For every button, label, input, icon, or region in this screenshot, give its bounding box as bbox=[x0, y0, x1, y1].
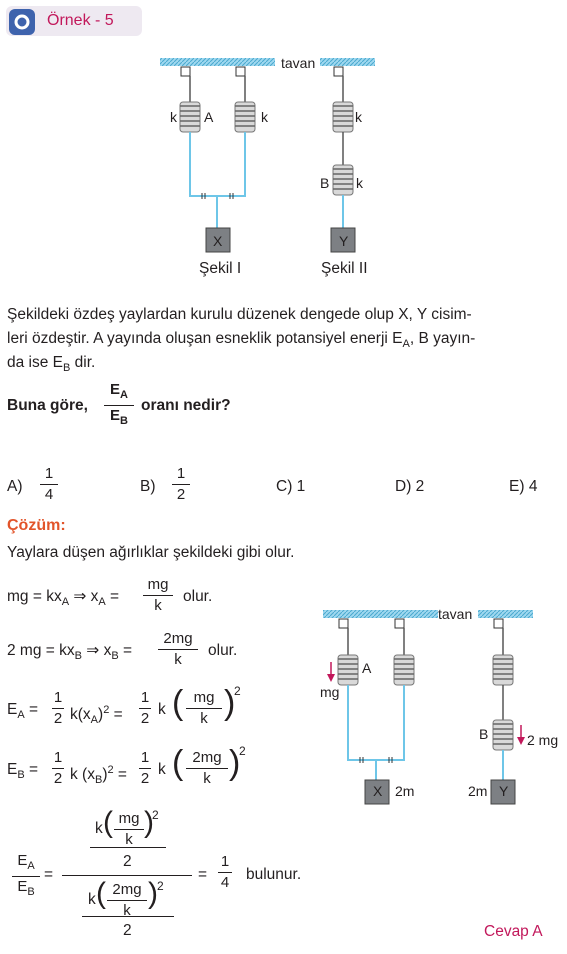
question-ask: Buna göre, bbox=[7, 397, 88, 414]
main-fraction-bar bbox=[62, 875, 192, 876]
spring-k-label: k bbox=[261, 109, 268, 125]
spring-a-label: A bbox=[204, 109, 214, 125]
ratio-fraction: $E_A$ $E_B$ bbox=[104, 381, 134, 430]
paren-open: ( bbox=[96, 877, 106, 910]
equation-3-mid: $k(x_A)^2$ = bbox=[70, 704, 123, 726]
equation-4-inner-fraction: 2mg k bbox=[186, 749, 228, 788]
equation-2: 2 mg = $kx_B$ ⇒ $x_B$ = bbox=[7, 642, 133, 662]
spring-diagram-bottom bbox=[318, 600, 543, 815]
ratio-den-k: k bbox=[88, 891, 96, 908]
figure-caption: Şekil II bbox=[321, 260, 368, 277]
equation-1-fraction: mg k bbox=[143, 576, 173, 615]
question-ask: oranı nedir? bbox=[141, 397, 231, 414]
figure-caption: Şekil I bbox=[199, 260, 242, 277]
option-e[interactable]: E) 4 bbox=[509, 478, 538, 495]
solution-title: Çözüm: bbox=[7, 517, 66, 534]
fraction-bar bbox=[82, 916, 174, 917]
2mg-label: 2 mg bbox=[527, 732, 559, 748]
spring-k-label: k bbox=[170, 109, 177, 125]
half-fraction: 1 2 bbox=[140, 689, 150, 727]
exponent: 2 bbox=[157, 879, 164, 893]
spring-a-label: A bbox=[362, 660, 372, 676]
spring-b-label: B bbox=[479, 726, 489, 742]
question-line: Şekildeki özdeş yaylardan kurulu düzenek dengede olup X, Y cisim- bbox=[7, 306, 472, 323]
question-line: da ise $E_B$ dir. bbox=[7, 354, 96, 374]
equation-3-k: k bbox=[158, 701, 166, 718]
equation-2-fraction: 2mg k bbox=[158, 630, 198, 669]
option-c[interactable]: C) 1 bbox=[276, 478, 306, 495]
box-x-mass: 2m bbox=[395, 783, 415, 799]
paren-open: ( bbox=[103, 806, 113, 839]
paren-close: ) bbox=[224, 684, 236, 722]
half-fraction: 1 2 bbox=[53, 749, 63, 787]
answer-label: Cevap A bbox=[484, 923, 543, 940]
spring-diagram-top bbox=[150, 50, 390, 280]
result-suffix: bulunur. bbox=[246, 866, 302, 883]
ratio-den-inner: 2mg k bbox=[107, 881, 147, 920]
box-x-label: X bbox=[373, 783, 383, 799]
spring-b-label: B bbox=[320, 175, 330, 191]
ratio-two: 2 bbox=[123, 853, 132, 870]
paren-open: ( bbox=[172, 744, 184, 782]
option-b-letter[interactable]: B) bbox=[140, 478, 156, 495]
exponent: 2 bbox=[152, 808, 159, 822]
ratio-two: 2 bbox=[123, 922, 132, 939]
example-title: Örnek - 5 bbox=[47, 12, 114, 29]
circle-arrow-icon bbox=[9, 9, 35, 35]
half-fraction: 1 2 bbox=[140, 749, 150, 787]
ratio-lhs: $E_A$ $E_B$ bbox=[12, 852, 40, 901]
box-x-label: X bbox=[213, 233, 223, 249]
mg-label: mg bbox=[320, 684, 340, 700]
equation-1-suffix: olur. bbox=[183, 588, 213, 605]
exponent: 2 bbox=[234, 684, 241, 698]
box-y-label: Y bbox=[499, 783, 509, 799]
option-a-value: 1 4 bbox=[40, 465, 58, 504]
spring-k-label: k bbox=[355, 109, 362, 125]
question-line: leri özdeştir. A yayında oluşan esneklik potansiyel enerji $E_A$, B yayın- bbox=[7, 330, 476, 350]
half-fraction: 1 2 bbox=[53, 689, 63, 727]
ceiling-label: tavan bbox=[281, 55, 316, 71]
ratio-num-inner: mg k bbox=[114, 810, 144, 849]
box-y-label: Y bbox=[339, 233, 349, 249]
equation-4-mid: k $(x_B)^2$ = bbox=[70, 764, 127, 786]
equals: = bbox=[44, 866, 54, 883]
equation-2-suffix: olur. bbox=[208, 642, 238, 659]
option-b-value: 1 2 bbox=[172, 465, 190, 504]
equation-4-k: k bbox=[158, 761, 166, 778]
paren-close: ) bbox=[229, 744, 241, 782]
paren-close: ) bbox=[144, 806, 154, 839]
equation-3-inner-fraction: mg k bbox=[186, 689, 222, 728]
fraction-bar bbox=[90, 847, 166, 848]
equals: = bbox=[198, 866, 208, 883]
paren-close: ) bbox=[148, 877, 158, 910]
equation-3-lhs: $E_A$ = bbox=[7, 701, 39, 721]
box-y-mass: 2m bbox=[468, 783, 488, 799]
equation-1: mg = $kx_A$ ⇒ $x_A$ = bbox=[7, 588, 120, 608]
solution-intro: Yaylara düşen ağırlıklar şekildeki gibi olur. bbox=[7, 544, 295, 561]
ratio-num-k: k bbox=[95, 820, 103, 837]
exponent: 2 bbox=[239, 744, 246, 758]
option-d[interactable]: D) 2 bbox=[395, 478, 425, 495]
equation-4-lhs: $E_B$ = bbox=[7, 761, 39, 781]
ceiling-label: tavan bbox=[438, 606, 473, 622]
option-a-letter[interactable]: A) bbox=[7, 478, 23, 495]
result-fraction: 1 4 bbox=[218, 853, 232, 892]
paren-open: ( bbox=[172, 684, 184, 722]
spring-k-label: k bbox=[356, 175, 363, 191]
